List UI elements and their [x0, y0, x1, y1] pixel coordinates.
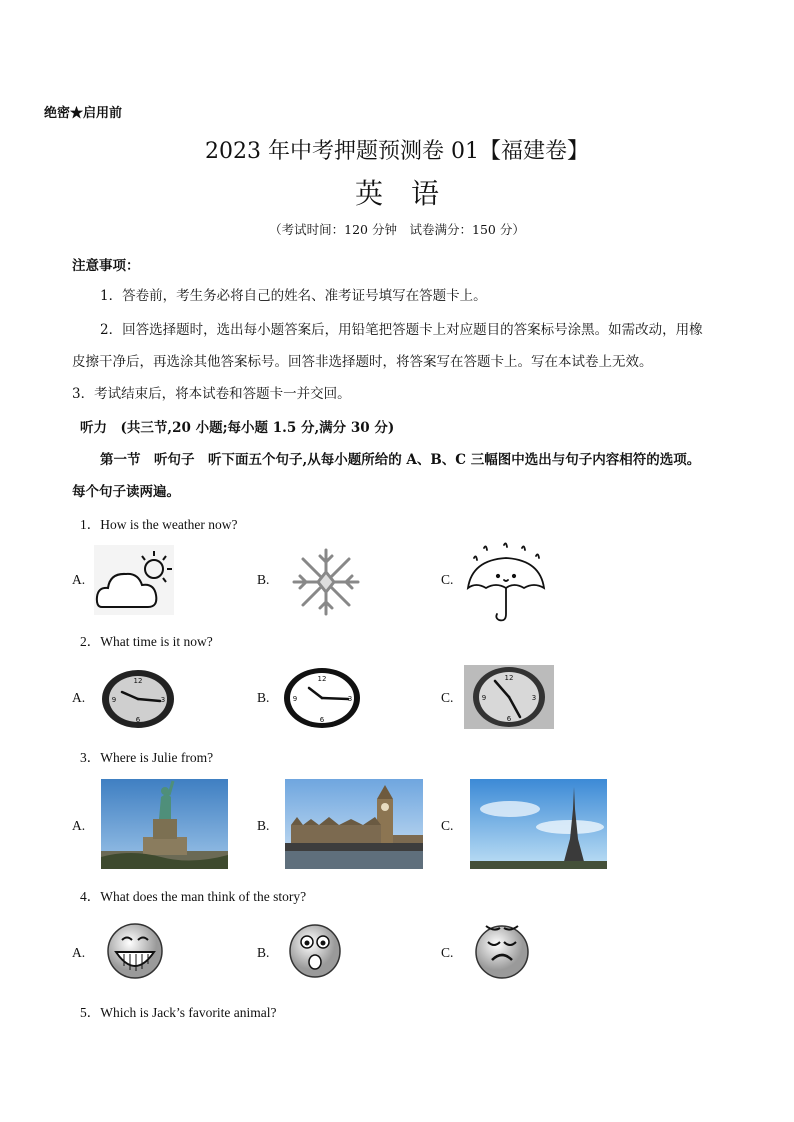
- option-3c: C.: [441, 818, 454, 833]
- option-2a: A.: [72, 690, 86, 705]
- option-1c: C.: [441, 572, 454, 587]
- option-3a: A.: [72, 818, 86, 833]
- snowflake-icon: [290, 546, 362, 618]
- umbrella-rain-icon: [464, 542, 550, 624]
- option-2c: C.: [441, 690, 454, 705]
- section1-instruction: 第一节 听句子 听下面五个句子,从每小题所给的 A、B、C 三幅图中选出与句子内容相符的选项。: [100, 452, 701, 468]
- svg-text:6: 6: [135, 716, 141, 724]
- notice-item-2-line-1: 2．回答选择题时，选出每小题答案后，用铅笔把答题卡上对应题目的答案标号涂黑。如需改动，用橡: [100, 322, 703, 338]
- question-2: 2．What time is it now?: [80, 634, 213, 649]
- option-4c: C.: [441, 945, 454, 960]
- svg-text:9: 9: [292, 695, 298, 703]
- question-5: 5．Which is Jack’s favorite animal?: [80, 1005, 277, 1020]
- surprised-face-icon: [288, 922, 342, 978]
- subject-title: 英语: [354, 177, 467, 210]
- option-4b: B.: [257, 945, 270, 960]
- svg-text:3: 3: [160, 696, 166, 704]
- svg-text:6: 6: [319, 716, 325, 724]
- option-1b: B.: [257, 572, 270, 587]
- clock-icon: [282, 666, 362, 730]
- laughing-face-icon: [106, 922, 164, 980]
- option-2b: B.: [257, 690, 270, 705]
- notice-item-1: 1．答卷前，考生务必将自己的姓名、准考证号填写在答题卡上。: [100, 288, 487, 304]
- listening-heading: 听力 (共三节,20 小题;每小题 1.5 分,满分 30 分): [80, 420, 395, 436]
- statue-of-liberty-photo: [101, 779, 228, 869]
- confidential-label: 绝密★启用前: [44, 106, 123, 121]
- svg-text:3: 3: [347, 695, 353, 703]
- option-1a: A.: [72, 572, 86, 587]
- notice-heading: 注意事项：: [72, 258, 140, 274]
- option-3b: B.: [257, 818, 270, 833]
- svg-text:9: 9: [481, 694, 487, 702]
- question-3: 3．Where is Julie from?: [80, 750, 214, 765]
- clock-icon: [464, 665, 554, 729]
- eiffel-tower-photo: [470, 779, 607, 869]
- svg-text:3: 3: [531, 694, 537, 702]
- page-title: 2023 年中考押题预测卷 01【福建卷】: [205, 139, 589, 164]
- section1-instruction-cont: 每个句子读两遍。: [72, 484, 180, 500]
- svg-text:6: 6: [506, 715, 512, 723]
- cloud-sun-icon: [94, 545, 174, 615]
- question-1: 1．How is the weather now?: [80, 517, 238, 532]
- notice-item-3: 3．考试结束后，将本试卷和答题卡一并交回。: [72, 386, 351, 402]
- sad-face-icon: [474, 920, 530, 980]
- big-ben-photo: [285, 779, 423, 869]
- notice-item-2-line-2: 皮擦干净后，再选涂其他答案标号。回答非选择题时，将答案写在答题卡上。写在本试卷上无效。: [72, 354, 653, 370]
- clock-icon: [100, 668, 176, 730]
- svg-text:12: 12: [317, 675, 327, 683]
- svg-text:12: 12: [504, 674, 514, 682]
- svg-text:9: 9: [111, 696, 117, 704]
- exam-info: （考试时间：120 分钟 试卷满分：150 分）: [269, 222, 525, 237]
- option-4a: A.: [72, 945, 86, 960]
- svg-text:12: 12: [133, 677, 143, 685]
- question-4: 4．What does the man think of the story?: [80, 889, 307, 904]
